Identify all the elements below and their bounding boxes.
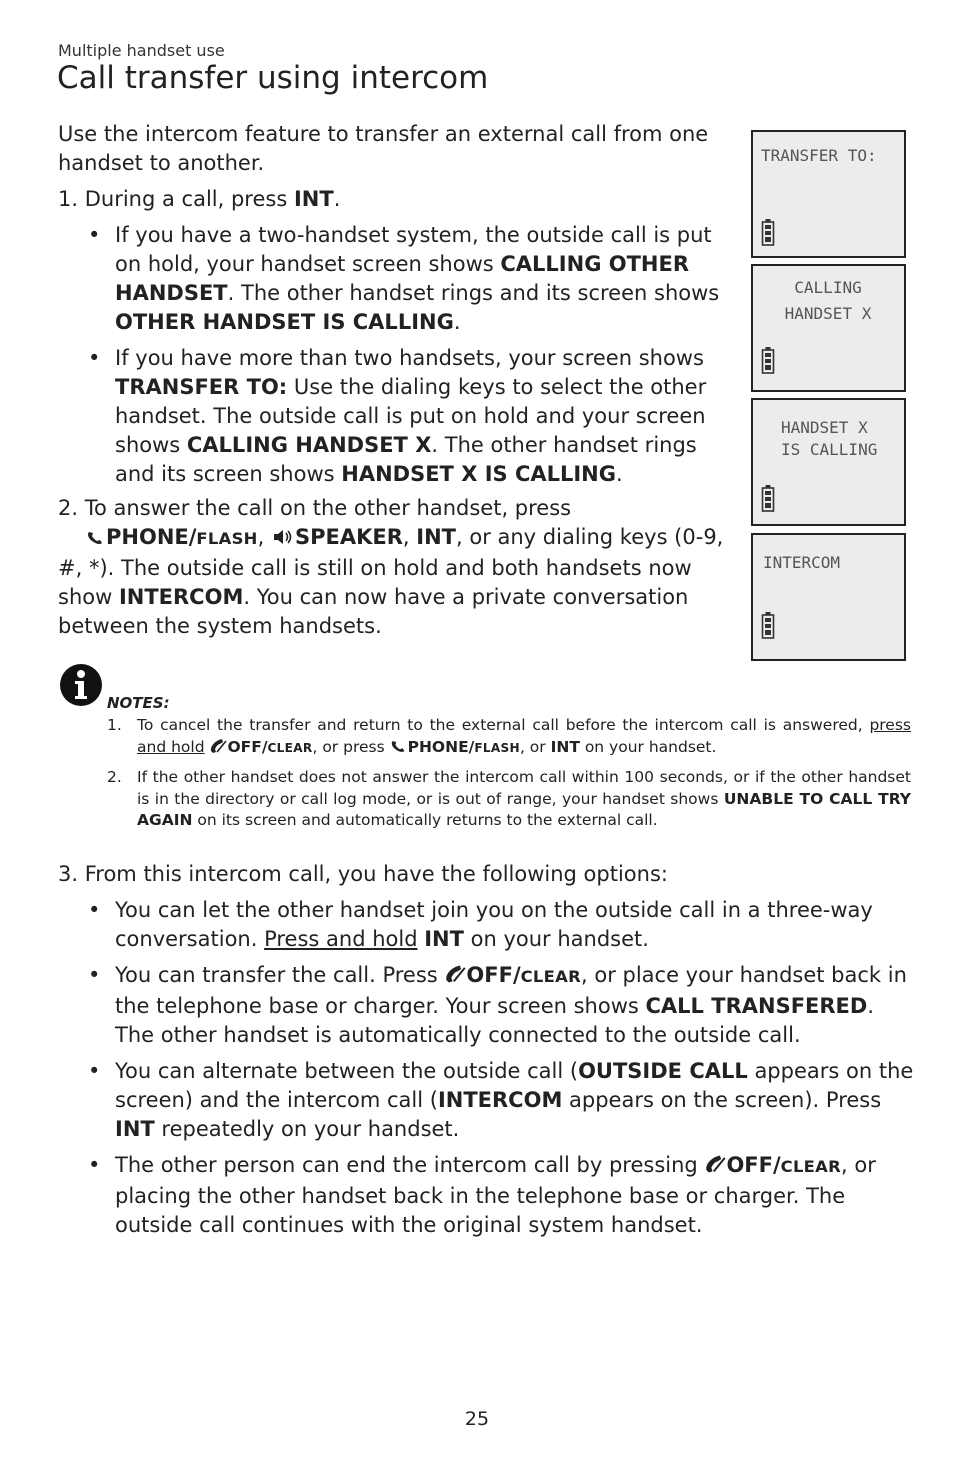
bullet-text: . The other handset rings and its screen shows: [227, 281, 720, 305]
section-label: Multiple handset use: [58, 41, 225, 60]
handset-screen-calling-handset: [751, 264, 906, 392]
bullet-dot: •: [88, 346, 101, 370]
indent: [58, 525, 86, 549]
off-key-label: OFF/: [726, 1153, 781, 1177]
step-number: 1.: [58, 187, 79, 211]
note-item: [107, 715, 911, 760]
step-1-instruction: [58, 185, 738, 214]
bullet-text: You can transfer the call. Press: [115, 963, 445, 987]
bullet-text: .: [453, 310, 461, 334]
speaker-key-label: SPEAKER: [295, 525, 403, 549]
note-text: on your handset.: [579, 737, 717, 756]
notes-title: NOTES:: [107, 694, 170, 712]
bullet-text: . The other handset is automatically connected to the outside call.: [115, 994, 875, 1047]
step-number: 2.: [58, 496, 79, 520]
screen-message: OTHER HANDSET IS CALLING: [115, 310, 454, 334]
bullet-text: .: [616, 462, 623, 486]
step-3: [58, 860, 918, 1247]
screen-message: INTERCOM: [437, 1088, 563, 1112]
clear-key-label: CLEAR: [780, 1157, 842, 1176]
screen-line: IS CALLING: [781, 440, 878, 459]
int-key-label: INT: [115, 1117, 155, 1141]
off-key-label: OFF/: [227, 737, 268, 756]
screen-line: TRANSFER TO:: [761, 146, 877, 165]
screen-line: INTERCOM: [763, 553, 841, 572]
bullet-text: If you have a two-handset system, the outside call is put on hold, your handset screen shows: [115, 223, 712, 276]
underlined-text: Press and hold: [264, 927, 418, 951]
bullet-text: , or place your handset back in the telephone base or charger. Your screen shows: [115, 963, 907, 1018]
intro-paragraph: Use the intercom feature to transfer an external call from one handset to another.: [58, 122, 709, 175]
battery-icon: [761, 218, 775, 253]
phone-key-label: PHONE/: [407, 737, 475, 756]
note-number: 2.: [107, 768, 122, 786]
bullet-item: [58, 896, 918, 954]
bullet-item: [58, 961, 918, 1050]
step-3-instruction: [58, 860, 918, 889]
handset-screen-intercom: [751, 533, 906, 661]
handset-screen-transfer-to: [751, 130, 906, 258]
bullet-text: You can alternate between the outside call (: [115, 1059, 579, 1083]
bullet-dot: •: [88, 223, 101, 247]
bullet-item: [58, 344, 738, 489]
step-2-instruction: [58, 494, 748, 641]
screen-line: CALLING: [794, 278, 862, 297]
battery-icon: [761, 611, 775, 646]
screen-message: HANDSET X IS CALLING: [341, 462, 616, 486]
step-text: From this intercom call, you have the following options:: [84, 862, 668, 886]
bullet-text: You can let the other handset join you on the outside call in a three-way conversation.: [115, 898, 873, 951]
step-1-bullets: [58, 221, 738, 489]
separator: ,: [257, 525, 272, 549]
separator: ,: [402, 525, 417, 549]
int-key-label: INT: [416, 525, 456, 549]
note-text: To cancel the transfer and return to the external call before the intercom call is answered,: [137, 716, 870, 734]
int-key-label: INT: [424, 927, 464, 951]
note-text: , or: [519, 737, 551, 756]
bullet-text: The other person can end the intercom call by pressing: [115, 1153, 705, 1177]
bullet-dot: •: [88, 963, 101, 987]
screen-message: CALL TRANSFERED: [645, 994, 868, 1018]
underlined-text: press and hold: [137, 716, 911, 756]
bullet-text: appears on the screen) and the intercom call (: [115, 1059, 914, 1112]
bullet-item: [58, 1151, 918, 1240]
screen-message: OUTSIDE CALL: [578, 1059, 748, 1083]
phone-key-label: PHONE/: [106, 525, 197, 549]
step-text: .: [333, 187, 341, 211]
bullet-text: . The other handset rings and its screen shows: [115, 433, 697, 486]
screen-message: TRANSFER TO:: [115, 375, 288, 399]
page-number: 25: [464, 1408, 490, 1430]
off-icon: [704, 1153, 726, 1182]
off-icon: [444, 963, 466, 992]
bullet-text: If you have more than two handsets, your screen shows: [115, 346, 704, 370]
note-text: If the other handset does not answer the intercom call within 100 seconds, or if the other handset is in the directory or call log mode, or is out of range, your handset shows: [137, 768, 911, 808]
bullet-text: appears on the screen). Press: [562, 1088, 882, 1112]
step-3-bullets: [58, 896, 918, 1240]
bullet-text: Use the dialing keys to select the other handset. The outside call is put on hold and your screen shows: [115, 375, 707, 457]
screen-line: HANDSET X: [781, 418, 868, 437]
bullet-text: repeatedly on your handset.: [154, 1117, 460, 1141]
step-number: 3.: [58, 862, 79, 886]
bullet-item: [58, 221, 738, 337]
battery-icon: [761, 484, 775, 519]
int-key-label: INT: [293, 187, 334, 211]
note-text: , or press: [312, 737, 390, 756]
bullet-dot: •: [88, 1153, 101, 1177]
step-text: To answer the call on the other handset, press: [84, 496, 572, 520]
bullet-dot: •: [88, 1059, 101, 1083]
step-text: , or any dialing keys (0-9, #, *). The outside call is still on hold and both handsets now show: [58, 525, 724, 609]
step-text: During a call, press: [84, 187, 294, 211]
phone-icon: [86, 525, 106, 554]
note-item: [107, 767, 911, 832]
bullet-text: on your handset.: [463, 927, 649, 951]
page-title: Call transfer using intercom: [57, 60, 489, 96]
flash-key-label: FLASH: [474, 740, 520, 755]
step-text: . You can now have a private conversation between the system handsets.: [58, 585, 689, 638]
clear-key-label: CLEAR: [520, 967, 581, 986]
bullet-text: , or placing the other handset back in the telephone base or charger. The outside call continues with the original system handset.: [115, 1153, 876, 1237]
screen-message: INTERCOM: [118, 585, 244, 609]
screen-message: CALLING OTHER HANDSET: [115, 252, 690, 305]
flash-key-label: FLASH: [196, 529, 258, 548]
note-number: 1.: [107, 716, 122, 734]
bullet-item: [58, 1057, 918, 1144]
step-1: [58, 185, 738, 496]
note-text: on its screen and automatically returns to the external call.: [192, 811, 658, 829]
handset-screen-handset-calling: [751, 398, 906, 526]
off-icon: [209, 738, 227, 761]
screen-message: CALLING HANDSET X: [186, 433, 432, 457]
phone-icon: [390, 739, 408, 761]
off-key-label: OFF/: [466, 963, 521, 987]
info-icon: [58, 662, 104, 712]
screen-line: HANDSET X: [784, 304, 872, 323]
step-2: [58, 494, 748, 648]
screen-message: UNABLE TO CALL TRY AGAIN: [137, 789, 912, 829]
int-key-label: INT: [550, 737, 580, 756]
bullet-dot: •: [88, 898, 101, 922]
notes-list: [107, 715, 911, 839]
clear-key-label: CLEAR: [267, 740, 313, 755]
speaker-icon: [271, 525, 295, 554]
battery-icon: [761, 346, 775, 381]
